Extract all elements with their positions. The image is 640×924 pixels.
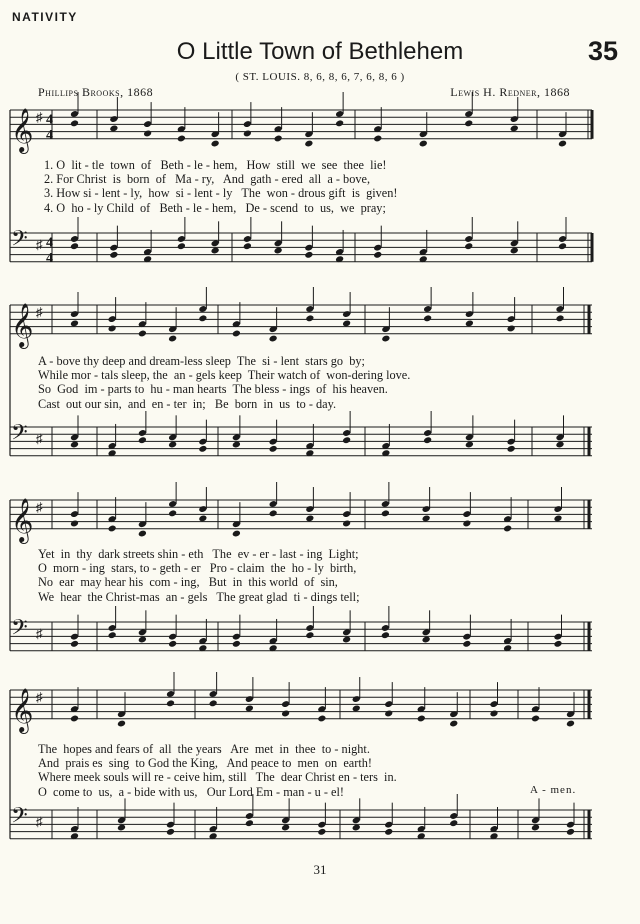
note-head <box>531 715 540 723</box>
hymn-number: 35 <box>587 36 618 66</box>
note-head <box>373 135 382 143</box>
note-head <box>177 242 186 250</box>
note-head <box>281 710 290 718</box>
time-signature-top: 4 <box>46 112 53 128</box>
note-head <box>462 520 471 528</box>
lyric-line: The hopes and fears of all the years Are met in thee to - night. <box>38 742 370 756</box>
note-head <box>70 242 79 250</box>
note-head <box>108 325 117 333</box>
treble-clef: 𝄞 <box>11 107 34 152</box>
note-head <box>211 140 220 148</box>
note-head <box>232 640 241 648</box>
note-head <box>317 828 326 836</box>
time-signature-bottom: 4 <box>46 250 53 266</box>
note-head <box>381 335 390 343</box>
lyric-line: So God im - parts to hu - man hearts The bless - ings of his heaven. <box>38 382 388 397</box>
note-head <box>243 130 252 138</box>
bass-clef: 𝄢 <box>11 803 28 834</box>
note-head <box>138 330 147 338</box>
lyric-line: Where meek souls will re - ceive him, still The dear Christ en - ters in. <box>38 770 397 785</box>
note-head <box>462 640 471 648</box>
note-head <box>503 525 512 533</box>
note-head <box>507 325 516 333</box>
note-head <box>558 140 567 148</box>
note-head <box>555 314 564 322</box>
page-number: 31 <box>313 862 327 877</box>
lyric-line: O come to us, a - bide with us, Our Lord Em - man - u - el! <box>38 784 344 799</box>
note-head <box>198 314 207 322</box>
treble-clef: 𝄞 <box>11 302 34 347</box>
note-head <box>143 130 152 138</box>
note-head <box>274 135 283 143</box>
note-head <box>381 509 390 517</box>
note-head <box>566 828 575 836</box>
key-signature-sharp: ♯ <box>36 236 43 252</box>
note-head <box>109 251 118 259</box>
key-signature-sharp: ♯ <box>36 813 43 829</box>
note-head <box>70 520 79 528</box>
note-head <box>464 119 473 127</box>
note-head <box>70 640 79 648</box>
lyric-line: A - bove thy deep and dream-less sleep The si - lent stars go by; <box>38 354 365 368</box>
note-head <box>384 828 393 836</box>
section-label: NATIVITY <box>12 10 78 24</box>
key-signature-sharp: ♯ <box>36 430 43 446</box>
note-head <box>198 445 207 453</box>
note-head <box>305 314 314 322</box>
note-head <box>168 640 177 648</box>
lyric-line: While mor - tals sleep, the an - gels keep Their watch of won-dering love. <box>38 368 411 383</box>
note-head <box>138 436 147 444</box>
lyric-line: 3. How si - lent - ly, how si - lent - ly The won - drous gift is given! <box>44 186 398 201</box>
note-head <box>553 640 562 648</box>
lyric-line: 2. For Christ is born of Ma - ry, And gath - ered all a - bove, <box>44 172 371 187</box>
note-head <box>464 242 473 250</box>
note-head <box>317 715 326 723</box>
note-head <box>269 445 278 453</box>
key-signature-sharp: ♯ <box>36 499 43 515</box>
time-signature-bottom: 4 <box>46 127 53 143</box>
note-head <box>566 720 575 728</box>
note-head <box>381 631 390 639</box>
note-head <box>108 631 117 639</box>
note-head <box>209 699 218 707</box>
note-head <box>138 530 147 538</box>
key-signature-sharp: ♯ <box>36 304 43 320</box>
music-credit: Lewis H. Redner, 1868 <box>450 85 570 99</box>
note-head <box>70 715 79 723</box>
note-head <box>245 819 254 827</box>
treble-clef: 𝄞 <box>11 687 34 732</box>
note-head <box>70 119 79 127</box>
note-head <box>177 135 186 143</box>
note-head <box>166 699 175 707</box>
note-head <box>168 509 177 517</box>
note-head <box>423 314 432 322</box>
note-head <box>417 715 426 723</box>
note-head <box>232 530 241 538</box>
note-head <box>304 251 313 259</box>
key-signature-sharp: ♯ <box>36 109 43 125</box>
note-head <box>558 242 567 250</box>
note-head <box>335 119 344 127</box>
words-credit: Phillips Brooks, 1868 <box>38 85 154 99</box>
note-head <box>449 819 458 827</box>
note-head <box>419 140 428 148</box>
note-head <box>269 509 278 517</box>
note-head <box>305 631 314 639</box>
bass-clef: 𝄢 <box>11 226 28 257</box>
amen-label: A - men. <box>530 784 577 796</box>
lyric-line: O morn - ing stars, to - geth - er Pro - claim the ho - ly birth, <box>38 561 357 576</box>
key-signature-sharp: ♯ <box>36 625 43 641</box>
note-head <box>168 335 177 343</box>
lyric-line: No ear may hear his com - ing, But in this world of sin, <box>38 575 338 590</box>
tune-name: ( ST. LOUIS. 8, 6, 8, 6, 7, 6, 8, 6 ) <box>235 71 405 83</box>
note-head <box>304 140 313 148</box>
note-head <box>384 710 393 718</box>
note-head <box>269 335 278 343</box>
note-head <box>507 445 516 453</box>
note-head <box>373 251 382 259</box>
key-signature-sharp: ♯ <box>36 689 43 705</box>
bass-clef: 𝄢 <box>11 615 28 646</box>
treble-clef: 𝄞 <box>11 497 34 542</box>
note-head <box>166 828 175 836</box>
note-head <box>117 720 126 728</box>
bass-clef: 𝄢 <box>11 420 28 451</box>
lyric-line: Yet in thy dark streets shin - eth The ev - er - last - ing Light; <box>38 547 359 561</box>
lyric-line: We hear the Christ-mas an - gels The great glad ti - dings tell; <box>38 589 360 604</box>
note-head <box>108 525 117 533</box>
note-head <box>232 330 241 338</box>
lyric-line: Cast out our sin, and en - ter in; Be born in us to - day. <box>38 396 337 411</box>
lyric-line: 1. O lit - tle town of Beth - le - hem, How still we see thee lie! <box>44 158 387 172</box>
note-head <box>423 436 432 444</box>
note-head <box>342 520 351 528</box>
lyric-line: And prais es sing to God the King, And peace to men on earth! <box>38 756 372 771</box>
lyric-line: 4. O ho - ly Child of Beth - le - hem, De - scend to us, we pray; <box>44 200 386 215</box>
time-signature-top: 4 <box>46 235 53 251</box>
note-head <box>342 436 351 444</box>
note-head <box>449 720 458 728</box>
note-head <box>489 710 498 718</box>
note-head <box>243 242 252 250</box>
hymn-title: O Little Town of Bethlehem <box>176 38 464 65</box>
